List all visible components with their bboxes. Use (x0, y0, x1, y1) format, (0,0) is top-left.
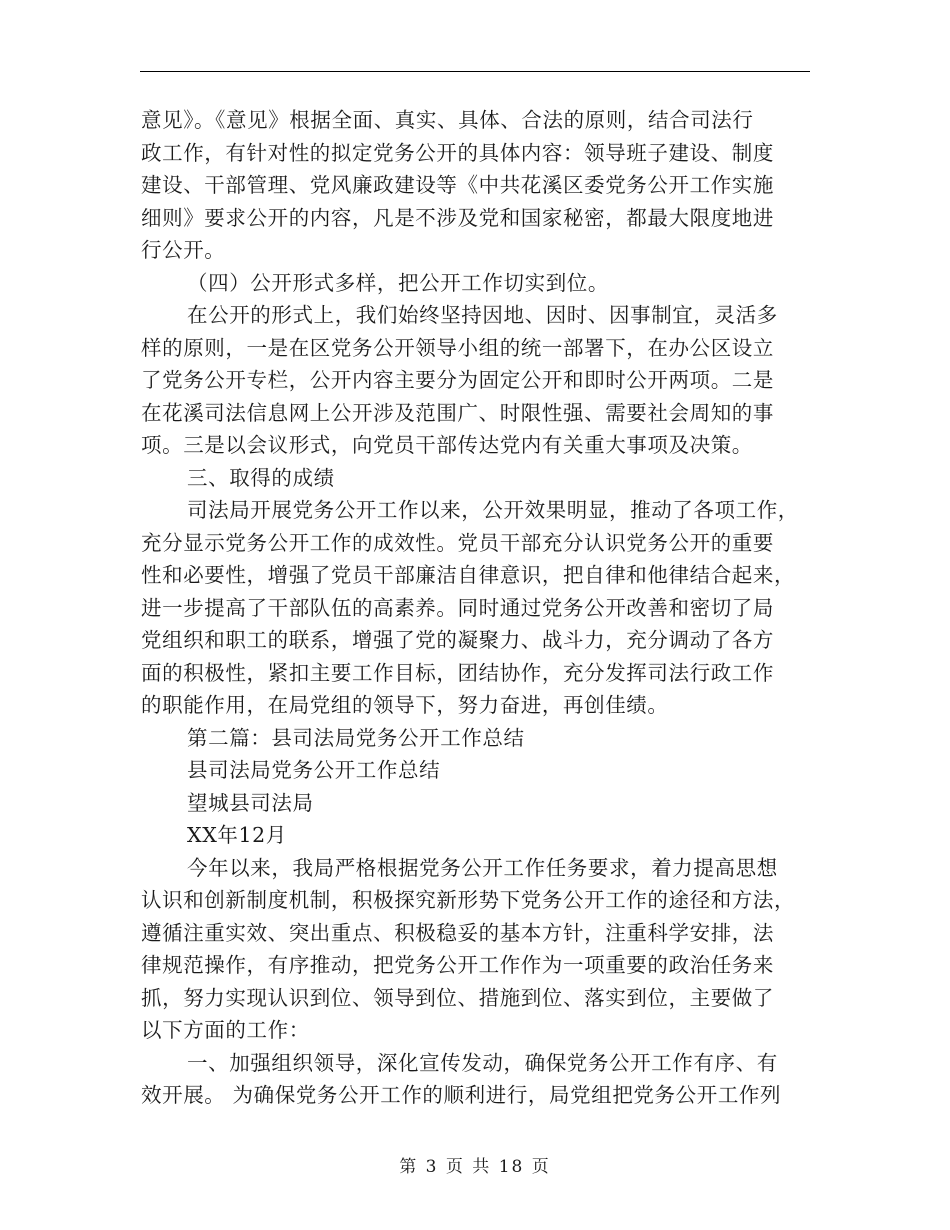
text-line: 在花溪司法信息网上公开涉及范围广、时限性强、需要社会周知的事 (141, 400, 774, 425)
text-line: 项。三是以会议形式，向党员干部传达党内有关重大事项及决策。 (141, 433, 753, 457)
document-body (141, 104, 811, 1112)
text-line: 建设、干部管理、党风廉政建设等《中共花溪区委党务公开工作实施 (141, 173, 774, 197)
text-line: 望城县司法局 (187, 790, 314, 815)
text-line: 样的原则，一是在区党务公开领导小组的统一部署下，在办公区设立 (141, 335, 774, 360)
text-line: 行公开。 (141, 238, 226, 262)
text-line: 律规范操作，有序推动，把党务公开工作作为一项重要的政治任务来 (141, 953, 774, 977)
text-line: 细则》要求公开的内容，凡是不涉及党和国家秘密，都最大限度地进 (141, 205, 774, 230)
text-line: 性和必要性，增强了党员干部廉洁自律意识，把自律和他律结合起来， (141, 563, 796, 587)
text-line: 政工作，有针对性的拟定党务公开的具体内容：领导班子建设、制度 (141, 140, 774, 165)
text-line: 认识和创新制度机制，积极探究新形势下党务公开工作的途径和方法， (141, 888, 796, 912)
text-line: 遵循注重实效、突出重点、积极稳妥的基本方针，注重科学安排，法 (141, 920, 774, 945)
text-line: 在公开的形式上，我们始终坚持因地、因时、因事制宜，灵活多 (187, 303, 778, 327)
text-line: 抓，努力实现认识到位、领导到位、措施到位、落实到位，主要做了 (141, 985, 774, 1010)
text-line: 三、取得的成绩 (187, 465, 335, 490)
text-line: 今年以来，我局严格根据党务公开工作任务要求，着力提高思想 (187, 855, 778, 880)
text-line: 了党务公开专栏，公开内容主要分为固定公开和即时公开两项。二是 (141, 368, 774, 392)
text-line: 充分显示党务公开工作的成效性。党员干部充分认识党务公开的重要 (141, 530, 774, 555)
page-number: 第 3 页 共 18 页 (399, 1157, 551, 1177)
text-line: 一、加强组织领导，深化宣传发动，确保党务公开工作有序、有 (187, 1050, 778, 1075)
text-line: 面的积极性，紧扣主要工作目标，团结协作，充分发挥司法行政工作 (141, 660, 774, 685)
text-line: 县司法局党务公开工作总结 (187, 758, 441, 782)
text-line: 进一步提高了干部队伍的高素养。同时通过党务公开改善和密切了局 (141, 595, 774, 620)
text-line: 以下方面的工作： (141, 1018, 310, 1042)
text-line: （四）公开形式多样，把公开工作切实到位。 (187, 270, 609, 295)
text-line: XX年12月 (187, 823, 287, 847)
text-line: 的职能作用，在局党组的领导下，努力奋进，再创佳绩。 (141, 693, 669, 717)
text-line: 效开展。 为确保党务公开工作的顺利进行，局党组把党务公开工作列 (141, 1083, 782, 1107)
header-rule (140, 71, 810, 72)
text-line: 司法局开展党务公开工作以来，公开效果明显，推动了各项工作， (187, 498, 799, 522)
text-line: 意见》。《意见》根据全面、真实、具体、合法的原则，结合司法行 (141, 108, 754, 132)
text-line: 党组织和职工的联系，增强了党的凝聚力、战斗力，充分调动了各方 (141, 628, 774, 652)
text-line: 第二篇：县司法局党务公开工作总结 (187, 725, 525, 750)
